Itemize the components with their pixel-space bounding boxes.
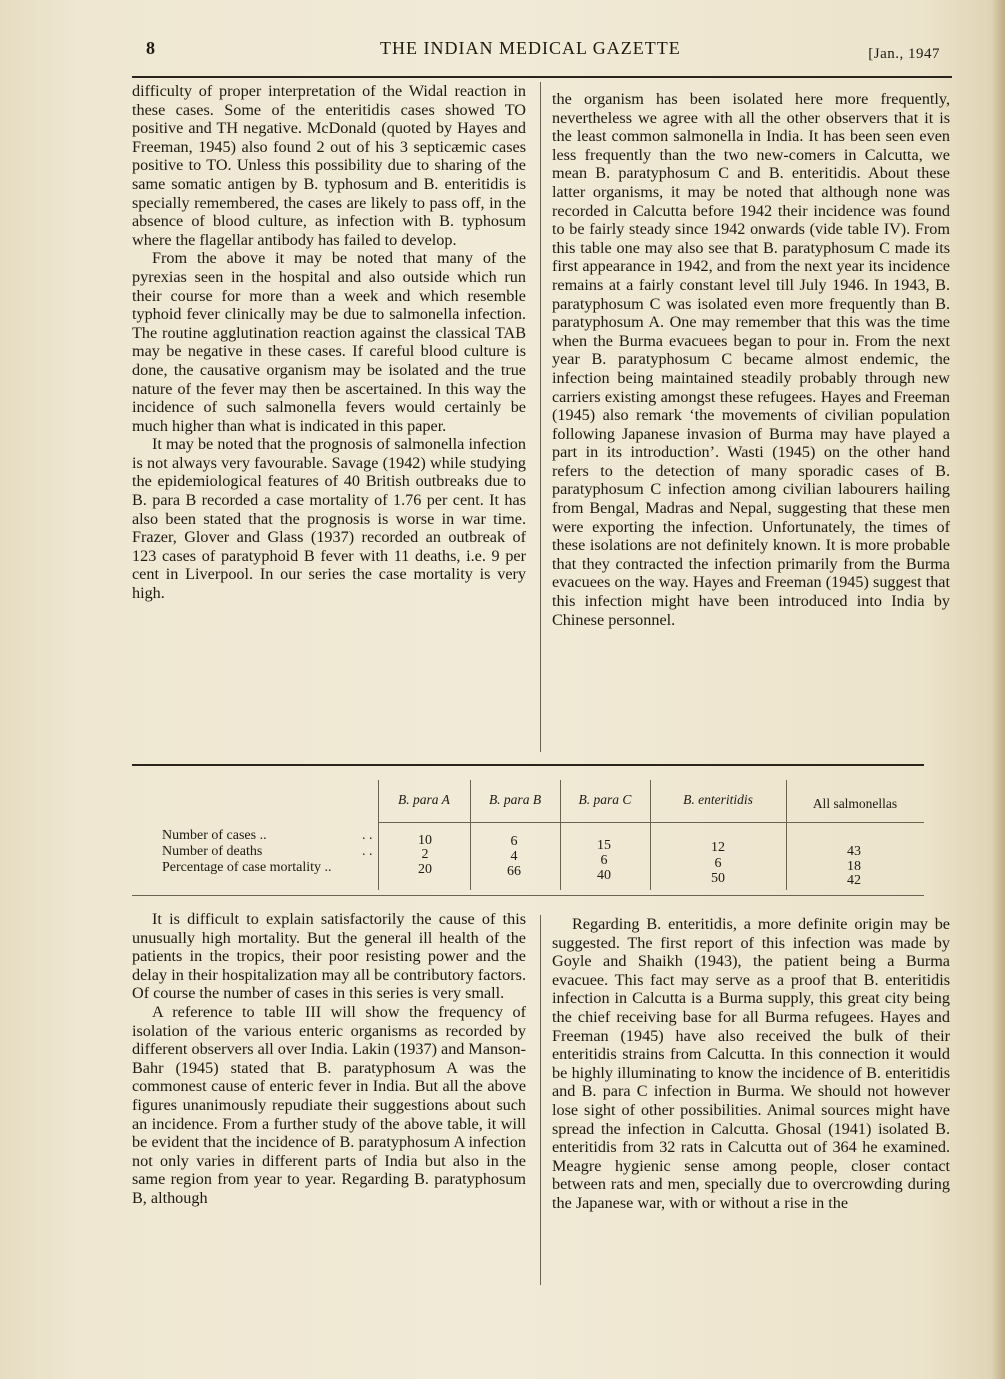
table-row-dots: . . xyxy=(362,828,373,843)
text-column-bottom-right xyxy=(552,915,950,1213)
table-header-rule xyxy=(378,822,924,823)
table-header-para-b: B. para B xyxy=(488,792,542,807)
table-cell: 42 xyxy=(847,873,861,888)
text-column-bottom-left xyxy=(132,910,526,1208)
paragraph: difficulty of proper interpretation of the Widal reaction in these cases. Some of the enteritidis cases showed TO positive and TH negative. McDonald (quoted by Hayes and Freeman, 1945) also found 2 out of his 3 septicæmic cases positive to TO. Unless this possibility due to sharing of the same somatic antigen by B. typhosum and B. enteritidis is specially remembered, the cases are likely to pass off, in the absence of blood culture, as infection with B. typhosum where the flagellar antibody has failed to develop. xyxy=(132,82,526,249)
table-row-label: Percentage of case mortality .. xyxy=(162,860,332,875)
table-cell: 6 xyxy=(714,856,722,871)
table-cell: 4 xyxy=(510,849,518,864)
table-cell: 40 xyxy=(597,868,611,883)
table-cell: 6 xyxy=(510,834,518,849)
paragraph: Regarding B. enteritidis, a more definite origin may be suggested. The first report of this infection was made by Goyle and Shaikh (1943), the patient being a Burma evacuee. This fact may serve as a proof that B. enteritidis infection in Calcutta is a Burma supply, this great city being the chief receiving base for all Burma refugees. Hayes and Freeman (1945) have also received the bulk of their enteritidis strains from Calcutta. In this connection it would be highly illuminating to know the incidence of B. enteritidis and B. para C infection in Burma. We should not however lose sight of other possibilities. Animal sources might have spread the infection in Calcutta. Ghosal (1941) isolated B. enteritidis from 32 rats in Calcutta out of 364 he examined. Meagre hygienic sense among people, closer contact between rats and men, specially due to overcrowding during the Japanese war, with or without a rise in the xyxy=(552,915,950,1212)
paragraph: A reference to table III will show the frequency of isolation of the various enteric organisms as recorded by different observers all over India. Lakin (1937) and Manson-Bahr (1945) stated that B. paratyphosum A was the commonest cause of enteric fever in India. But all the above figures unanimously repudiate their suggestions about such an incidence. From a further study of the above table, it will be evident that the incidence of B. paratyphosum A infection not only varies in different parts of India but also in the same region from year to year. Regarding B. paratyphosum B, although xyxy=(132,1002,526,1207)
paragraph: From the above it may be noted that many of the pyrexias seen in the hospital and also outside which run their course for more than a week and which resemble typhoid fever clinically may be due to salmonella infection. The routine agglutination reaction against the classical TAB may be negative in these cases. If careful blood culture is done, the causative organism may be isolated and the true nature of the fever may then be ascertained. In this way the incidence of such salmonella fevers would certainly be much higher than what is indicated in this paper. xyxy=(132,249,526,435)
running-header xyxy=(140,36,940,70)
table-header-para-c: B. para C xyxy=(578,792,632,807)
table-row-dots: . . xyxy=(362,844,373,859)
text-column-top-left xyxy=(132,82,526,603)
table-cell: 12 xyxy=(711,840,725,855)
table-cell: 10 xyxy=(418,833,432,848)
column-divider xyxy=(540,82,541,752)
table-cell: 2 xyxy=(421,847,429,862)
journal-title: THE INDIAN MEDICAL GAZETTE xyxy=(380,38,681,58)
page-number: 8 xyxy=(146,38,155,58)
text-column-top-right xyxy=(552,90,950,629)
table-cell: 20 xyxy=(418,862,432,877)
table-header-para-a: B. para A xyxy=(398,792,450,807)
page-edge-shadow xyxy=(991,0,1005,1379)
table-cell: 6 xyxy=(600,853,608,868)
table-cell: 66 xyxy=(507,864,521,879)
table-row-label: Number of cases .. xyxy=(162,828,267,843)
table-row-label: Number of deaths xyxy=(162,844,263,859)
table-header-all-salmonellas: All salmonellas xyxy=(812,796,898,811)
column-divider xyxy=(540,915,541,1285)
paragraph: It is difficult to explain satisfactorily the cause of this unusually high mortality. But the general ill health of the patients in the tropics, their poor resisting power and the delay in their hospitalization may all be contributory factors. Of course the number of cases in this series is very small. xyxy=(132,910,526,1003)
table-bottom-rule xyxy=(132,895,924,896)
table-cell: 43 xyxy=(847,844,861,859)
table-cell: 50 xyxy=(711,871,725,886)
paragraph: It may be noted that the prognosis of salmonella infection is not always very favourable. Savage (1942) while studying the epidemiological features of 40 British outbreaks due to B. para B recorded a case mortality of 1.76 per cent. It has also been stated that the prognosis is worse in war time. Frazer, Glover and Glass (1937) recorded an outbreak of 123 cases of paratyphoid B fever with 11 deaths, i.e. 9 per cent in Liverpool. In our series the case mortality is very high. xyxy=(132,435,526,603)
table-cell: 15 xyxy=(597,838,611,853)
issue-date: [Jan., 1947 xyxy=(868,46,940,62)
table-header-enteritidis: B. enteritidis xyxy=(683,792,753,807)
paragraph: the organism has been isolated here more frequently, nevertheless we agree with all the other observers that it is the least common salmonella in India. It has been seen even less frequently than the two new-comers in Calcutta, we mean B. paratyphosum C and B. enteritidis. About these latter organisms, it may be noted that although none was recorded in Calcutta before 1942 their incidence was found to be fairly steady since 1942 onwards (vide table IV). From this table one may also see that B. paratyphosum C made its first appearance in 1942, and from the next year its incidence remains at a fairly constant level till July 1946. In 1943, B. paratyphosum C was isolated even more frequently than B. paratyphosum A. One may remember that this was the time when the Burma evacuees began to pour in. From the next year B. paratyphosum C became almost endemic, the infection being maintained steadily probably through new carriers existing amongst these refugees. Hayes and Freeman (1945) also remark ‘the movements of civilian population following Japanese invasion of Burma may have played a part in its introduction’. Wasti (1945) on the other hand refers to the detection of many sporadic cases of B. paratyphosum C infection among civilian labourers hailing from Bengal, Madras and Nepal, suggesting that these men were exporting the infection. Unfortunately, the times of these isolations are not definitely known. It is more probable that they contracted the infection primarily from the Burma evacuees on the way. Hayes and Freeman (1945) suggest that this infection might have been introduced into India by Chinese personnel. xyxy=(552,90,950,629)
table-cell: 18 xyxy=(847,859,861,874)
header-rule xyxy=(132,76,952,78)
table-top-rule xyxy=(132,764,924,766)
